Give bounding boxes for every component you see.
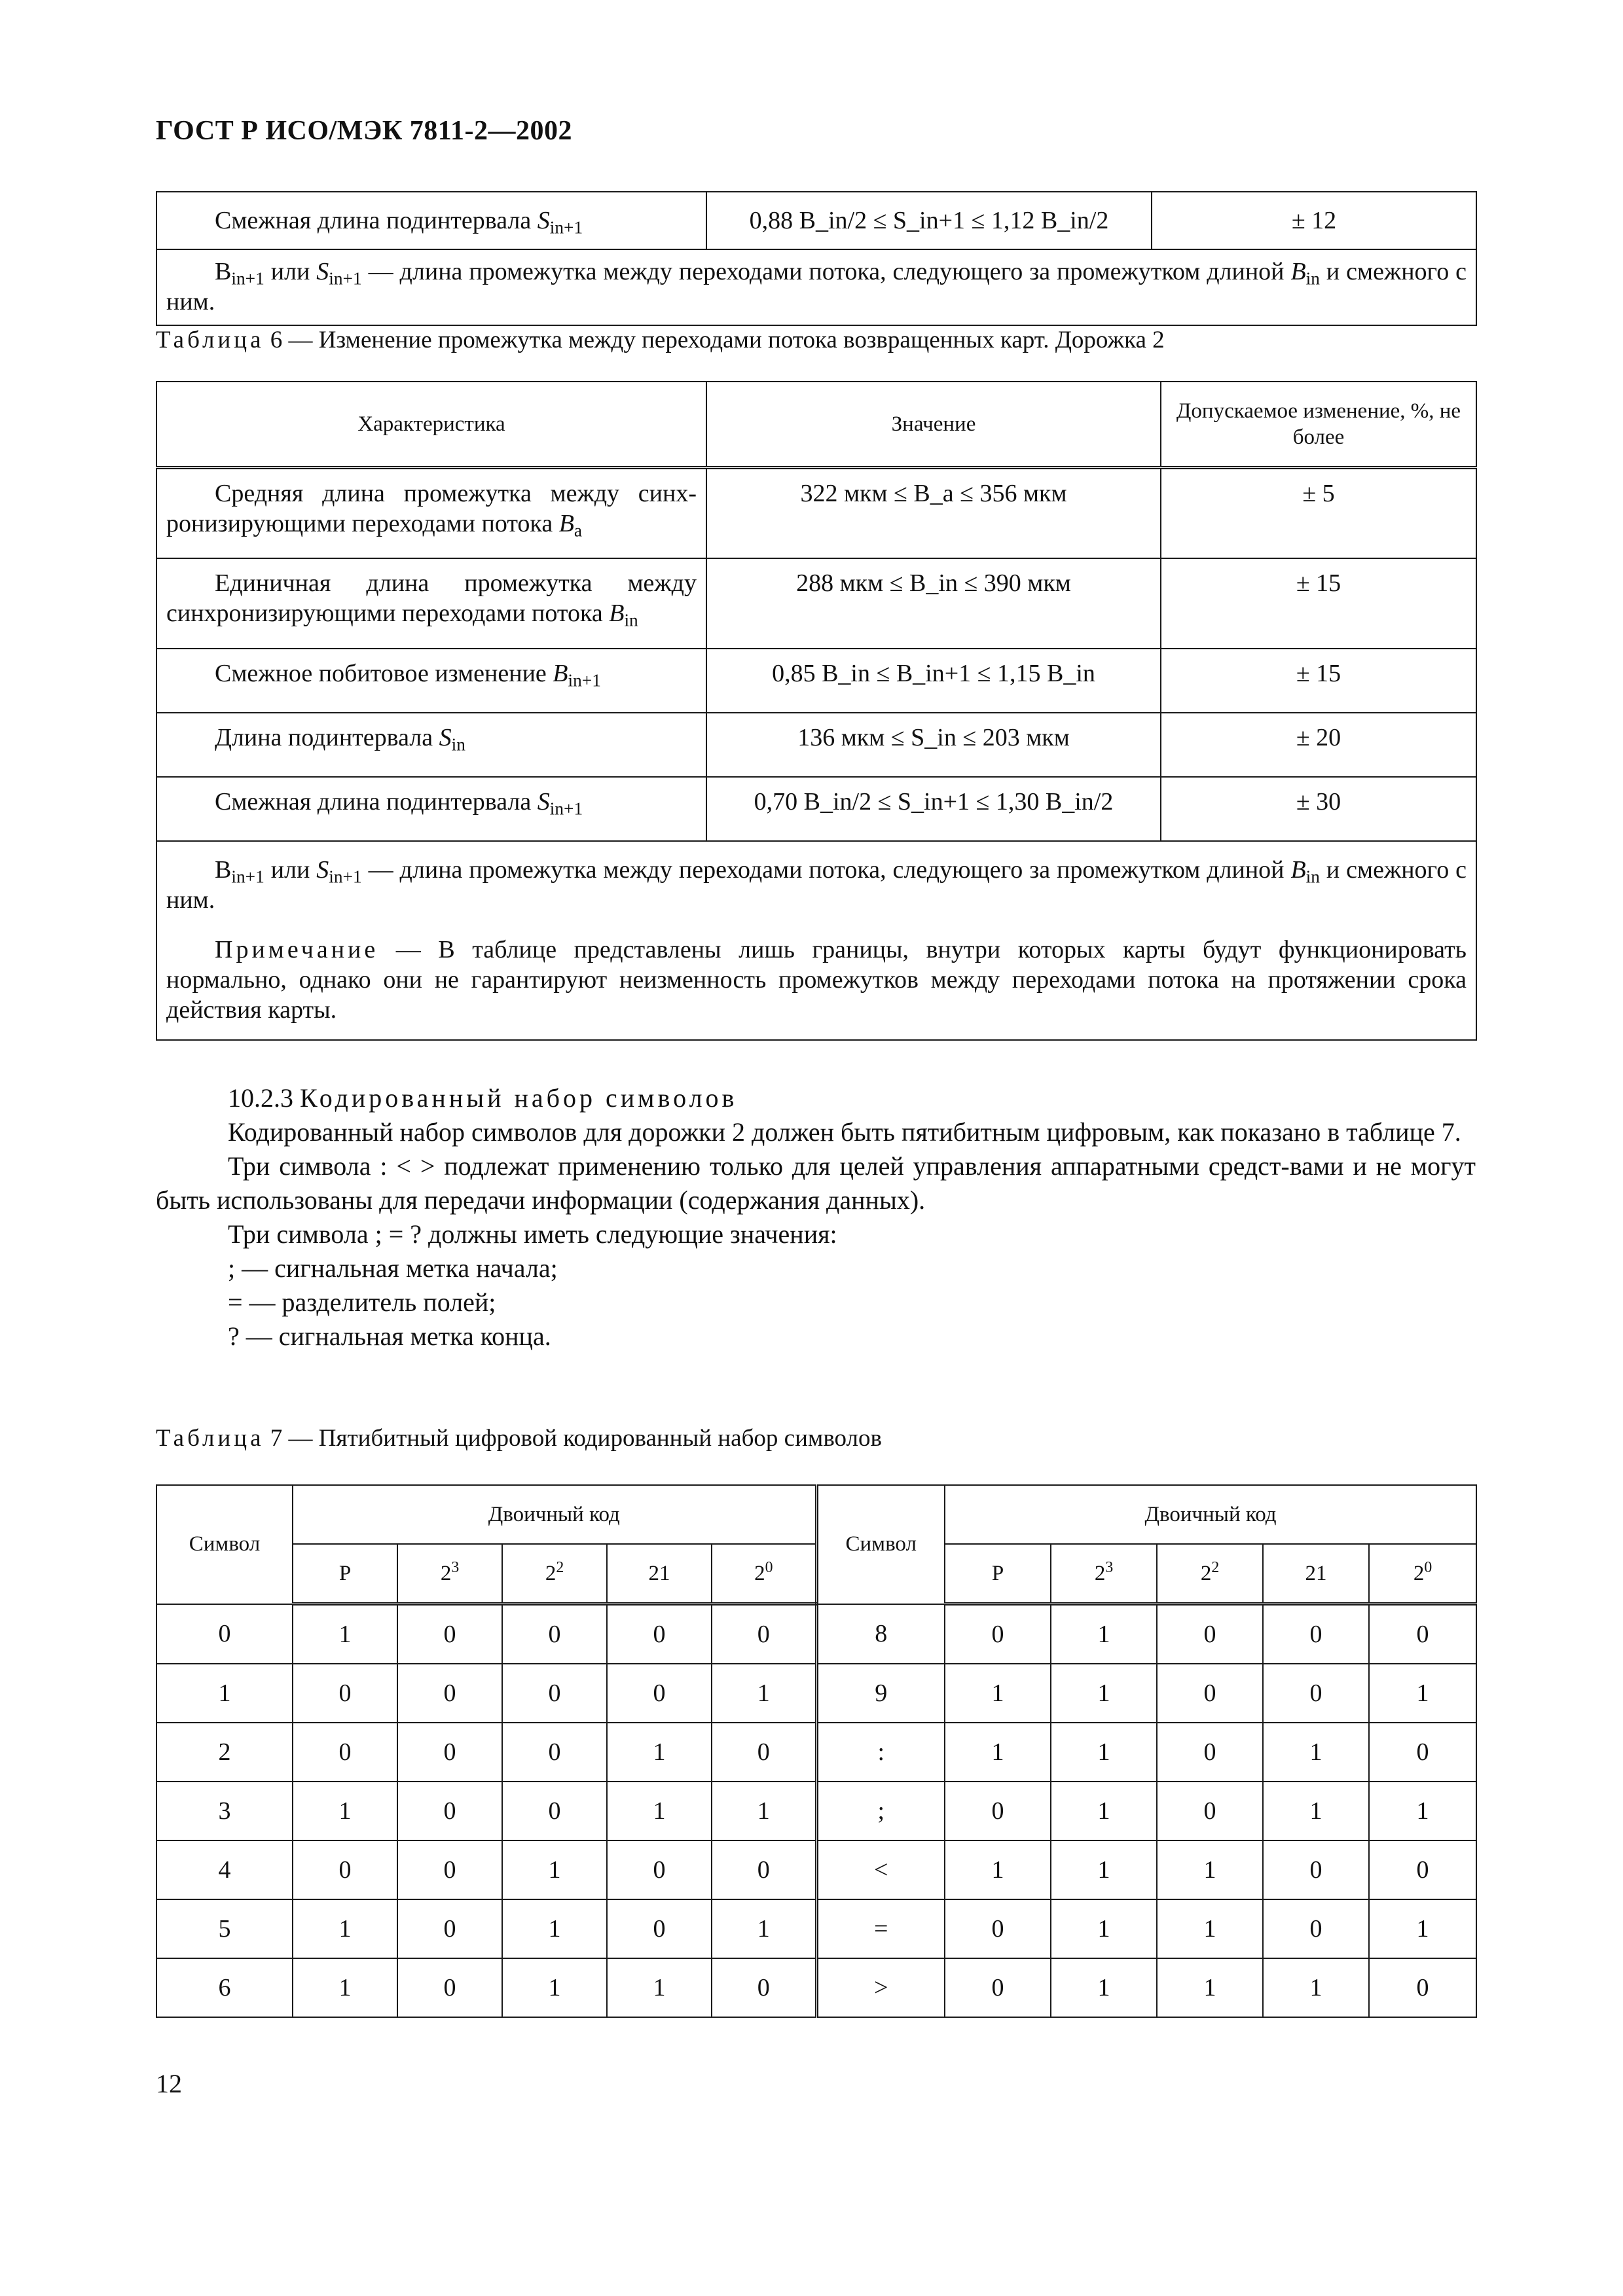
cell-text: Длина подинтервала [215, 723, 439, 751]
symbol: S [439, 723, 452, 751]
paragraph: Три символа ; = ? должны иметь следующие значения: [228, 1219, 837, 1249]
bit-cell: 1 [945, 1723, 1051, 1782]
bit-cell: 0 [945, 1604, 1051, 1664]
bit-header [945, 1544, 1051, 1604]
note-part: или [264, 258, 317, 285]
table-row [156, 558, 1476, 649]
value-cell: 322 мкм ≤ B_a ≤ 356 мкм [706, 468, 1161, 558]
bit-cell: 0 [502, 1664, 607, 1723]
subscript: in+1 [329, 268, 362, 289]
bit-header [1369, 1544, 1476, 1604]
symbol-cell: 5 [156, 1899, 293, 1958]
subscript: in+1 [549, 798, 583, 819]
cell-text: Смежное побитовое изменение [215, 659, 553, 687]
header-code-right: Двоичный код [945, 1485, 1476, 1544]
table-row [156, 192, 1476, 249]
bit-cell: 1 [502, 1899, 607, 1958]
table-6-caption [156, 326, 1165, 354]
table-row [156, 1664, 1476, 1723]
table-row [156, 249, 1476, 325]
symbol-cell: 3 [156, 1782, 293, 1840]
bit-exponent: 3 [1105, 1558, 1114, 1576]
note-part: B [215, 258, 232, 285]
subscript: in [451, 734, 465, 755]
table-7 [156, 1484, 1477, 2018]
bit-cell: 1 [607, 1958, 712, 2017]
section-number: 10.2.3 [228, 1083, 300, 1113]
bit-cell: 1 [293, 1604, 397, 1664]
bit-label: P [991, 1561, 1004, 1585]
bit-cell: 0 [1369, 1840, 1476, 1899]
value-cell: 136 мкм ≤ S_in ≤ 203 мкм [706, 713, 1161, 777]
table-row [156, 777, 1476, 841]
symbol-cell: ; [816, 1782, 945, 1840]
symbol-cell: 6 [156, 1958, 293, 2017]
table-row [156, 713, 1476, 777]
characteristic-cell [156, 558, 706, 649]
bit-cell: 0 [502, 1604, 607, 1664]
symbol-cell: 9 [816, 1664, 945, 1723]
tolerance-cell: ± 15 [1161, 558, 1476, 649]
remark-paragraph [166, 935, 1467, 1025]
subscript: in+1 [231, 268, 264, 289]
table-row [156, 1782, 1476, 1840]
section-title: Кодированный набор символов [300, 1083, 738, 1113]
cell-text: Единичная длина промежутка между синхронизирующими переходами потока [166, 569, 697, 627]
bit-cell: 0 [1157, 1782, 1263, 1840]
bit-cell: 0 [397, 1782, 502, 1840]
bit-cell: 1 [1263, 1782, 1369, 1840]
bit-cell: 1 [945, 1840, 1051, 1899]
tolerance-cell: ± 20 [1161, 713, 1476, 777]
table-row [156, 841, 1476, 1040]
bit-label: 2 [545, 1561, 556, 1585]
symbol: S [537, 787, 550, 816]
bit-label: 2 [1094, 1561, 1106, 1585]
paragraph: Кодированный набор символов для дорожки 2 должен быть пятибитным цифровым, как показано в таблице 7. [228, 1117, 1461, 1147]
value-cell: 288 мкм ≤ B_in ≤ 390 мкм [706, 558, 1161, 649]
value-cell [706, 192, 1152, 249]
notes-cell [156, 841, 1476, 1040]
header-symbol-right: Символ [816, 1485, 945, 1604]
bit-header [1051, 1544, 1157, 1604]
table-header-row [156, 382, 1476, 468]
section-heading [156, 1081, 1476, 1115]
subscript: in+1 [549, 217, 583, 238]
cell-text: Смежная длина подинтервала [215, 787, 538, 816]
table-row [156, 1604, 1476, 1664]
remark-label: Примечание [215, 935, 379, 963]
table-top-continuation [156, 191, 1477, 326]
remark-text: — В таблице представлены лишь границы, внутри которых карты будут функционировать нормально, однако они не гарантируют неизменность промежутков между переходами потока на протяжении срока действия карты. [166, 935, 1467, 1024]
cell-text: Средняя длина промежутка между синх-ронизирующими переходами потока [166, 480, 697, 537]
note-part: или [264, 855, 317, 884]
symbol-cell: 8 [816, 1604, 945, 1664]
table-row [156, 468, 1476, 558]
symbol: S [316, 258, 329, 285]
value-cell: 0,70 B_in/2 ≤ S_in+1 ≤ 1,30 B_in/2 [706, 777, 1161, 841]
bit-label: P [338, 1561, 352, 1585]
note-part: и смежного с ним. [166, 258, 1467, 315]
bit-cell: 1 [1263, 1723, 1369, 1782]
characteristic-cell [156, 777, 706, 841]
list-item: ? — сигнальная метка конца. [228, 1321, 551, 1351]
note-paragraph [166, 855, 1467, 915]
section-10-2-3 [156, 1081, 1476, 1354]
bit-cell: 1 [607, 1782, 712, 1840]
document-header: ГОСТ Р ИСО/МЭК 7811-2—2002 [156, 116, 572, 146]
symbol-cell: = [816, 1899, 945, 1958]
bit-cell: 1 [1051, 1723, 1157, 1782]
bit-cell: 0 [1369, 1604, 1476, 1664]
note-part: B [215, 855, 232, 884]
tolerance-cell: ± 30 [1161, 777, 1476, 841]
bit-label: 2 [1200, 1561, 1212, 1585]
table-7-caption [156, 1424, 882, 1452]
bit-cell: 0 [1263, 1840, 1369, 1899]
bit-cell: 0 [607, 1840, 712, 1899]
bit-cell: 1 [502, 1958, 607, 2017]
table-row [156, 1899, 1476, 1958]
bit-cell: 0 [397, 1604, 502, 1664]
bit-cell: 1 [1369, 1782, 1476, 1840]
bit-cell: 1 [502, 1840, 607, 1899]
value-formula: 0,88 B_in/2 ≤ S_in+1 ≤ 1,12 B_in/2 [749, 207, 1109, 234]
bit-cell: 1 [712, 1899, 816, 1958]
bit-cell: 1 [1157, 1958, 1263, 2017]
bit-cell: 0 [397, 1840, 502, 1899]
tolerance-cell: ± 12 [1152, 192, 1476, 249]
symbol: B [1290, 855, 1306, 884]
characteristic-cell [156, 192, 706, 249]
bit-exponent: 2 [1211, 1558, 1220, 1576]
bit-cell: 0 [1157, 1604, 1263, 1664]
bit-header [1157, 1544, 1263, 1604]
bit-label: 21 [1305, 1561, 1327, 1585]
tolerance-cell: ± 15 [1161, 649, 1476, 713]
bit-exponent: 2 [556, 1558, 564, 1576]
symbol-cell: 4 [156, 1840, 293, 1899]
bit-header [607, 1544, 712, 1604]
bit-cell: 0 [945, 1782, 1051, 1840]
symbol-cell: 2 [156, 1723, 293, 1782]
bit-cell: 0 [293, 1840, 397, 1899]
bit-cell: 1 [293, 1899, 397, 1958]
bit-label: 2 [1413, 1561, 1425, 1585]
bit-cell: 1 [1157, 1840, 1263, 1899]
symbol: S [537, 207, 550, 234]
bit-cell: 1 [1051, 1840, 1157, 1899]
bit-cell: 0 [607, 1899, 712, 1958]
symbol-cell: 1 [156, 1664, 293, 1723]
symbol-cell: < [816, 1840, 945, 1899]
bit-cell: 0 [397, 1899, 502, 1958]
bit-cell: 1 [712, 1664, 816, 1723]
bit-cell: 1 [1051, 1664, 1157, 1723]
bit-cell: 1 [1051, 1958, 1157, 2017]
bit-cell: 0 [1369, 1723, 1476, 1782]
bit-cell: 0 [1263, 1899, 1369, 1958]
header-characteristic: Характеристика [156, 382, 706, 468]
caption-label: Таблица [156, 327, 264, 353]
symbol-cell: 0 [156, 1604, 293, 1664]
table-row [156, 649, 1476, 713]
symbol: B [553, 659, 568, 687]
bit-cell: 0 [607, 1664, 712, 1723]
bit-header [1263, 1544, 1369, 1604]
bit-cell: 0 [293, 1723, 397, 1782]
note-part: — длина промежутка между переходами потока, следующего за промежутком длиной [361, 258, 1291, 285]
bit-header [712, 1544, 816, 1604]
bit-cell: 0 [1369, 1958, 1476, 2017]
bit-cell: 0 [1263, 1604, 1369, 1664]
characteristic-cell [156, 649, 706, 713]
bit-cell: 1 [1051, 1782, 1157, 1840]
bit-cell: 1 [1263, 1958, 1369, 2017]
bit-cell: 1 [293, 1958, 397, 2017]
bit-header [502, 1544, 607, 1604]
paragraph: Три символа : < > подлежат применению только для целей управления аппаратными средст-вами и не могут быть использованы для передачи информации (содержания данных). [156, 1151, 1476, 1215]
subscript: in+1 [329, 867, 362, 887]
bit-cell: 0 [502, 1782, 607, 1840]
subscript: in [1305, 268, 1320, 289]
subscript: in+1 [231, 867, 264, 887]
bit-cell: 0 [712, 1840, 816, 1899]
bit-cell: 1 [1051, 1604, 1157, 1664]
header-symbol-left: Символ [156, 1485, 293, 1604]
characteristic-cell [156, 468, 706, 558]
bit-cell: 0 [607, 1604, 712, 1664]
bit-cell: 0 [945, 1899, 1051, 1958]
symbol: B [609, 599, 625, 627]
bit-cell: 0 [293, 1664, 397, 1723]
bit-cell: 1 [945, 1664, 1051, 1723]
page-number: 12 [156, 2069, 182, 2098]
table-row [156, 1840, 1476, 1899]
table-6 [156, 381, 1477, 1041]
note-cell [156, 249, 1476, 325]
bit-cell: 1 [1157, 1899, 1263, 1958]
caption-label: Таблица [156, 1425, 264, 1452]
list-item: ; — сигнальная метка начала; [228, 1253, 558, 1283]
cell-text: Смежная длина подинтервала [215, 207, 538, 234]
bit-cell: 0 [397, 1664, 502, 1723]
bit-exponent: 0 [765, 1558, 773, 1576]
bit-cell: 0 [712, 1604, 816, 1664]
tolerance-cell: ± 5 [1161, 468, 1476, 558]
symbol: S [316, 855, 329, 884]
bit-exponent: 3 [451, 1558, 460, 1576]
bit-cell: 0 [502, 1723, 607, 1782]
symbol-cell: : [816, 1723, 945, 1782]
header-value: Значение [706, 382, 1161, 468]
header-tolerance: Допускаемое изменение, %, не более [1161, 382, 1476, 468]
bit-cell: 1 [712, 1782, 816, 1840]
bit-cell: 0 [397, 1958, 502, 2017]
bit-label: 21 [648, 1561, 670, 1585]
bit-cell: 0 [945, 1958, 1051, 2017]
bit-cell: 0 [397, 1723, 502, 1782]
characteristic-cell [156, 713, 706, 777]
symbol: B [558, 510, 574, 537]
table-row [156, 1723, 1476, 1782]
value-cell: 0,85 B_in ≤ B_in+1 ≤ 1,15 B_in [706, 649, 1161, 713]
bit-header [293, 1544, 397, 1604]
bit-cell: 1 [607, 1723, 712, 1782]
bit-cell: 1 [293, 1782, 397, 1840]
note-part: — длина промежутка между переходами потока, следующего за промежутком длиной [361, 855, 1291, 884]
bit-cell: 1 [1369, 1664, 1476, 1723]
subscript: in [624, 610, 638, 630]
bit-header [397, 1544, 502, 1604]
bit-cell: 0 [1263, 1664, 1369, 1723]
bit-cell: 1 [1051, 1899, 1157, 1958]
bit-label: 2 [754, 1561, 765, 1585]
bit-exponent: 0 [1424, 1558, 1432, 1576]
subscript: in [1305, 867, 1320, 887]
bit-cell: 1 [1369, 1899, 1476, 1958]
table-header-row [156, 1485, 1476, 1544]
symbol-cell: > [816, 1958, 945, 2017]
list-item: = — разделитель полей; [228, 1287, 496, 1317]
subscript: in+1 [568, 670, 601, 691]
bit-cell: 0 [1157, 1664, 1263, 1723]
note-part: и смежного с ним. [166, 855, 1467, 914]
symbol: B [1290, 258, 1306, 285]
caption-text: 7 — Пятибитный цифровой кодированный набор символов [264, 1425, 882, 1452]
bit-cell: 0 [1157, 1723, 1263, 1782]
bit-cell: 0 [712, 1723, 816, 1782]
table-row [156, 1958, 1476, 2017]
header-code-left: Двоичный код [293, 1485, 816, 1544]
subscript: a [574, 520, 583, 541]
bit-label: 2 [440, 1561, 452, 1585]
table-7-body [156, 1604, 1476, 2018]
caption-text: 6 — Изменение промежутка между переходами потока возвращенных карт. Дорожка 2 [264, 327, 1165, 353]
bit-cell: 0 [712, 1958, 816, 2017]
